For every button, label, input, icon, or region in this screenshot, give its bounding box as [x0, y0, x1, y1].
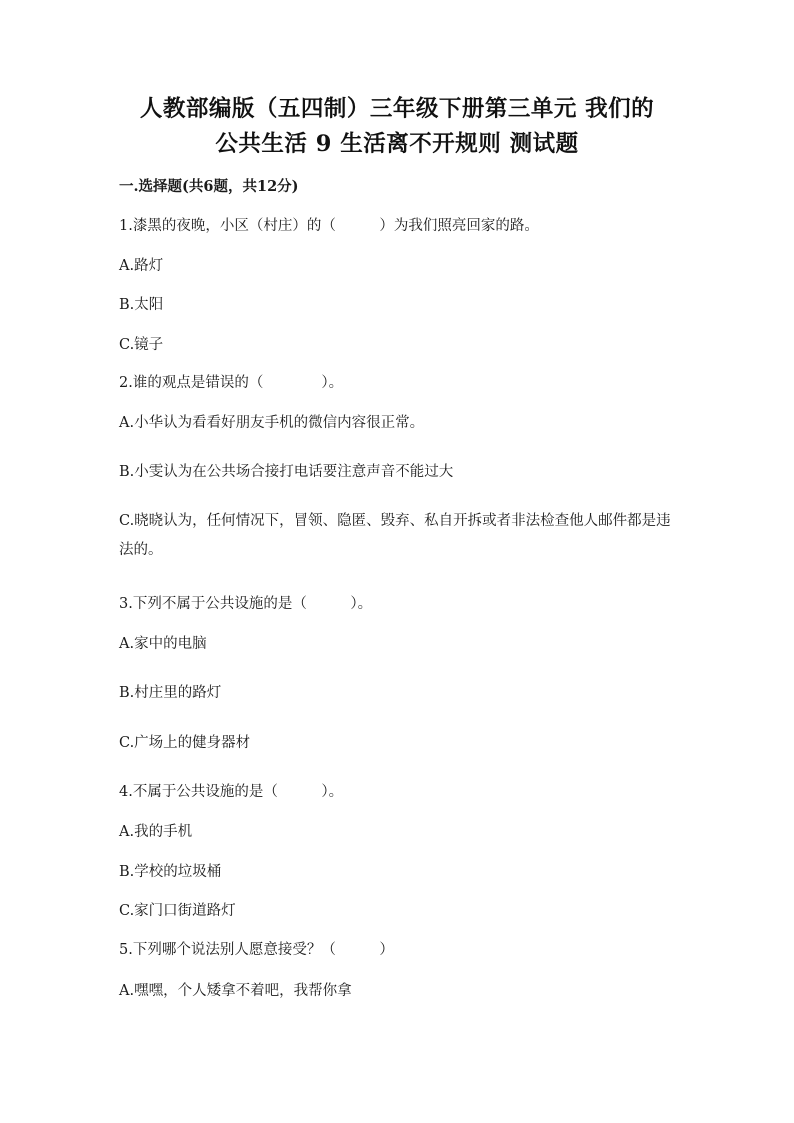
question-2-stem: 2.谁的观点是错误的（ ）。 — [119, 375, 344, 391]
question-4-stem: 4.不属于公共设施的是（ ）。 — [119, 784, 344, 800]
question-3-option-b: B.村庄里的路灯 — [119, 685, 222, 701]
section-heading: 一.选择题(共6题，共12分) — [119, 178, 299, 195]
question-5-stem: 5.下列哪个说法别人愿意接受？（ ） — [119, 942, 394, 958]
question-3-stem: 3.下列不属于公共设施的是（ ）。 — [119, 596, 373, 612]
question-4-option-c: C.家门口街道路灯 — [119, 903, 236, 919]
document-title-line-1: 人教部编版（五四制）三年级下册第三单元 我们的 — [139, 96, 655, 122]
question-1-option-c: C.镜子 — [119, 337, 164, 353]
question-5-option-a: A.嘿嘿，个人矮拿不着吧，我帮你拿 — [119, 983, 352, 999]
question-2-option-b: B.小雯认为在公共场合接打电话要注意声音不能过大 — [119, 464, 454, 480]
question-1-option-b: B.太阳 — [119, 297, 164, 313]
question-1-stem: 1.漆黑的夜晚，小区（村庄）的（ ）为我们照亮回家的路。 — [119, 218, 539, 234]
question-3-option-a: A.家中的电脑 — [119, 636, 207, 652]
question-2-option-c: C.晓晓认为，任何情况下，冒领、隐匿、毁弃、私自开拆或者非法检查他人邮件都是违法的。 — [119, 513, 671, 558]
question-3-option-c: C.广场上的健身器材 — [119, 735, 251, 751]
document-title-line-2: 公共生活 9 生活离不开规则 测试题 — [215, 131, 579, 157]
question-2-option-a: A.小华认为看看好朋友手机的微信内容很正常。 — [119, 415, 425, 431]
question-4-option-b: B.学校的垃圾桶 — [119, 864, 222, 880]
question-4-option-a: A.我的手机 — [119, 824, 193, 840]
question-1-option-a: A.路灯 — [119, 258, 164, 274]
